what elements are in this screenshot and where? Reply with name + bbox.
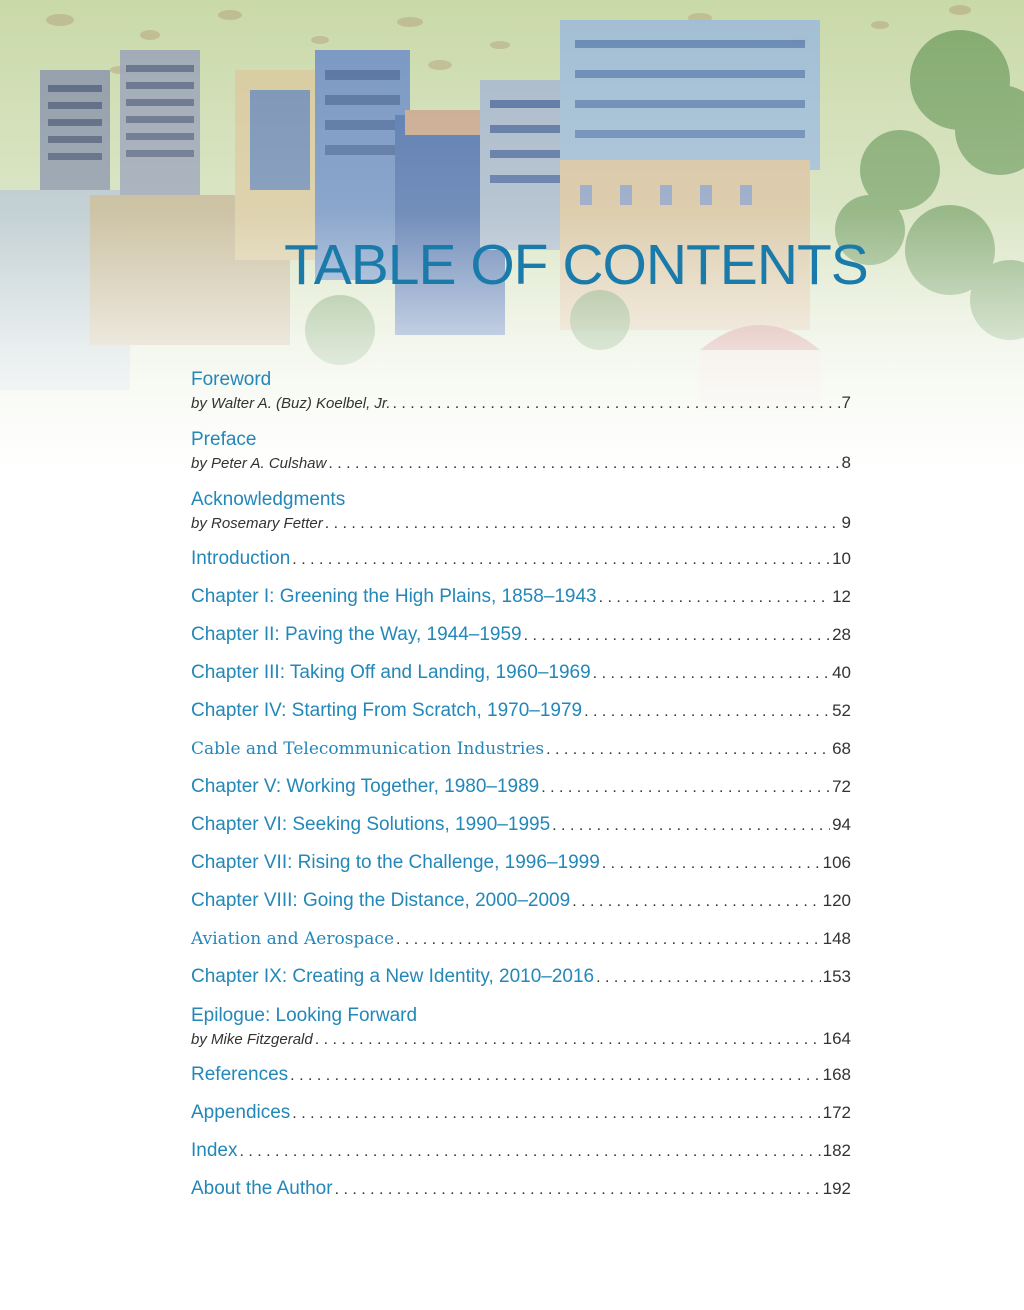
- toc-page-number: 12: [832, 587, 851, 606]
- toc-page-number: 192: [822, 1179, 851, 1198]
- toc-entry-preface[interactable]: [191, 428, 851, 475]
- dot-leader: [335, 1179, 821, 1201]
- toc-entry-title[interactable]: Chapter IX: Creating a New Identity, 2010–2016: [191, 966, 595, 987]
- dot-leader: [292, 1103, 820, 1125]
- toc-page-number: 164: [822, 1029, 851, 1048]
- toc-entry-byline: by Rosemary Fetter: [191, 515, 323, 532]
- toc-entry-title[interactable]: Chapter VI: Seeking Solutions, 1990–1995: [191, 814, 551, 835]
- toc-entry-title[interactable]: Aviation and Aerospace: [191, 929, 395, 949]
- dot-leader: [599, 587, 830, 609]
- toc-entry-appendices[interactable]: [191, 1102, 851, 1125]
- toc-entry-title[interactable]: Chapter V: Working Together, 1980–1989: [191, 776, 540, 797]
- page-title: TABLE OF CONTENTS: [284, 233, 868, 297]
- toc-page-number: 28: [832, 625, 851, 644]
- toc-entry-chapter-8[interactable]: [191, 890, 851, 913]
- toc-page-number: 120: [822, 891, 851, 910]
- toc-entry-chapter-5[interactable]: [191, 776, 851, 799]
- toc-entry-epilogue[interactable]: [191, 1004, 851, 1051]
- toc-entry-foreword[interactable]: [191, 368, 851, 415]
- dot-leader: [292, 549, 830, 571]
- dot-leader: [572, 891, 820, 913]
- dot-leader: [290, 1065, 820, 1087]
- dot-leader: [393, 393, 840, 415]
- toc-entry-title[interactable]: Foreword: [191, 369, 272, 390]
- toc-entry-byline: by Walter A. (Buz) Koelbel, Jr.: [191, 395, 391, 412]
- toc-entry-chapter-7[interactable]: [191, 852, 851, 875]
- toc-page-number: 9: [841, 513, 851, 532]
- toc-entry-title[interactable]: Chapter VIII: Going the Distance, 2000–2009: [191, 890, 571, 911]
- toc-page-number: 68: [832, 739, 851, 758]
- toc-page-number: 153: [822, 967, 851, 986]
- toc-page-number: 72: [832, 777, 851, 796]
- toc-entry-title[interactable]: Introduction: [191, 548, 291, 569]
- toc-page-number: 172: [822, 1103, 851, 1122]
- dot-leader: [546, 739, 830, 761]
- toc-entry-about-author[interactable]: [191, 1178, 851, 1201]
- toc-entry-chapter-2[interactable]: [191, 624, 851, 647]
- toc-entry-title[interactable]: Index: [191, 1140, 238, 1161]
- dot-leader: [396, 929, 821, 951]
- toc-entry-chapter-3[interactable]: [191, 662, 851, 685]
- dot-leader: [596, 967, 821, 989]
- toc-entry-cable-telecom[interactable]: [191, 738, 851, 761]
- dot-leader: [325, 513, 840, 535]
- dot-leader: [552, 815, 830, 837]
- toc-entry-title[interactable]: Appendices: [191, 1102, 291, 1123]
- toc-entry-title[interactable]: Chapter III: Taking Off and Landing, 1960–1969: [191, 662, 591, 683]
- dot-leader: [541, 777, 830, 799]
- toc-page-number: 106: [822, 853, 851, 872]
- toc-entry-title[interactable]: Epilogue: Looking Forward: [191, 1005, 418, 1026]
- toc-page-number: 52: [832, 701, 851, 720]
- toc-entry-title[interactable]: Acknowledgments: [191, 489, 346, 510]
- dot-leader: [584, 701, 830, 723]
- toc-entry-title[interactable]: About the Author: [191, 1178, 333, 1199]
- toc-entry-title[interactable]: Chapter VII: Rising to the Challenge, 1996–1999: [191, 852, 600, 873]
- toc-entry-byline: by Mike Fitzgerald: [191, 1031, 313, 1048]
- toc-entry-aviation-aerospace[interactable]: [191, 928, 851, 951]
- toc-page-number: 7: [841, 393, 851, 412]
- toc-page-number: 10: [832, 549, 851, 568]
- toc-page-number: 168: [822, 1065, 851, 1084]
- dot-leader: [328, 453, 839, 475]
- toc-entry-title[interactable]: Cable and Telecommunication Industries: [191, 739, 545, 759]
- toc-entry-byline: by Peter A. Culshaw: [191, 455, 327, 472]
- toc-page-number: 182: [822, 1141, 851, 1160]
- toc-entry-chapter-6[interactable]: [191, 814, 851, 837]
- dot-leader: [524, 625, 830, 647]
- toc-entry-chapter-1[interactable]: [191, 586, 851, 609]
- toc-entry-chapter-4[interactable]: [191, 700, 851, 723]
- dot-leader: [593, 663, 830, 685]
- toc-entry-title[interactable]: Chapter II: Paving the Way, 1944–1959: [191, 624, 522, 645]
- toc-page-number: 8: [841, 453, 851, 472]
- toc-entry-title[interactable]: References: [191, 1064, 289, 1085]
- toc-page-number: 94: [832, 815, 851, 834]
- toc-entry-introduction[interactable]: [191, 548, 851, 571]
- dot-leader: [239, 1141, 820, 1163]
- dot-leader: [602, 853, 821, 875]
- toc-page-number: 40: [832, 663, 851, 682]
- table-of-contents: [191, 368, 851, 1216]
- toc-entry-title[interactable]: Chapter IV: Starting From Scratch, 1970–1979: [191, 700, 583, 721]
- toc-entry-title[interactable]: Preface: [191, 429, 257, 450]
- toc-entry-chapter-9[interactable]: [191, 966, 851, 989]
- toc-entry-references[interactable]: [191, 1064, 851, 1087]
- toc-entry-title[interactable]: Chapter I: Greening the High Plains, 1858–1943: [191, 586, 597, 607]
- dot-leader: [315, 1029, 821, 1051]
- toc-entry-acknowledgments[interactable]: [191, 488, 851, 535]
- toc-entry-index[interactable]: [191, 1140, 851, 1163]
- toc-page-number: 148: [822, 929, 851, 948]
